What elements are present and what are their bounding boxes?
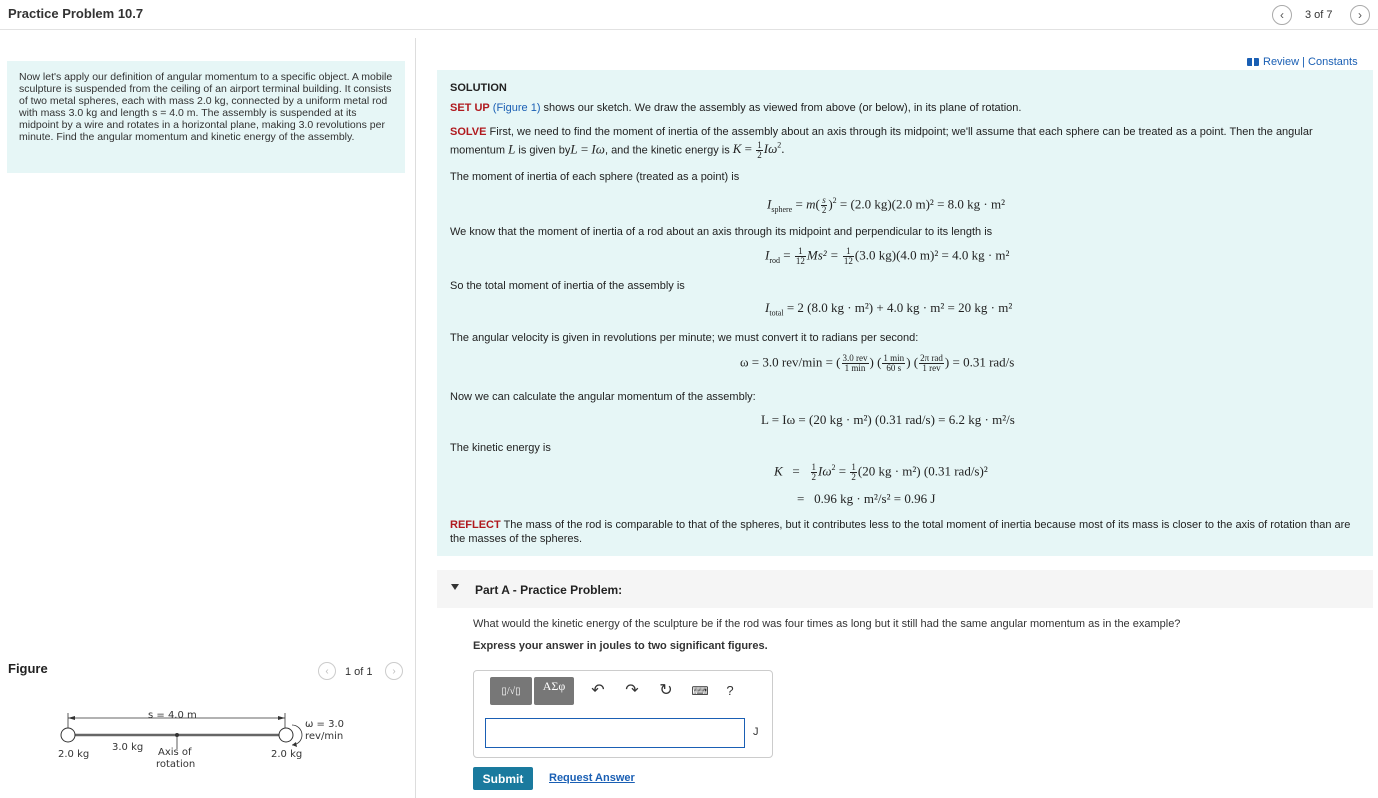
- left-mass-label: 2.0 kg: [58, 749, 90, 760]
- part-a-header[interactable]: [437, 570, 1373, 608]
- solution-heading: SOLUTION: [450, 82, 507, 94]
- total-intro: So the total moment of inertia of the assembly is: [450, 280, 685, 292]
- answer-unit: J: [753, 726, 759, 738]
- caret-down-icon[interactable]: [451, 584, 459, 590]
- solution-panel: [437, 70, 1373, 556]
- chevron-left-icon: ‹: [325, 665, 329, 677]
- reflect-tag: REFLECT: [450, 519, 501, 531]
- problem-statement: Now let's apply our definition of angular momentum to a specific object. A mobile sculpture is suspended from the ceiling of an airport terminal building. It consists of two metal spheres, each with mass 2.0 kg, connected by a uniform metal rod with mass 3.0 kg and length s = 4.0 m. The assembly is suspended at its midpoint by a wire and rotates in a horizontal plane, making 3.0 revolutions per minute. Find the angular momentum and kinetic energy of the assembly.: [7, 61, 405, 173]
- axis-label-line2: rotation: [156, 759, 196, 770]
- figure-previous-button[interactable]: [318, 662, 336, 680]
- setup-tag: SET UP: [450, 102, 490, 114]
- top-bar: [0, 0, 1378, 30]
- K-intro: The kinetic energy is: [450, 442, 551, 454]
- figure-next-button[interactable]: [385, 662, 403, 680]
- request-answer-link[interactable]: Request Answer: [549, 772, 635, 784]
- sphere-intro: The moment of inertia of each sphere (treated as a point) is: [450, 171, 740, 183]
- reset-icon[interactable]: ↻: [659, 682, 673, 699]
- redo-icon[interactable]: ↷: [625, 682, 639, 699]
- help-icon[interactable]: ?: [726, 683, 734, 698]
- part-a-title: Part A - Practice Problem:: [475, 583, 623, 597]
- omega-equation: ω = 3.0 rev/min = ( $\frac{\text{3.0 rev}}{1 \min}$ ) ( $\frac{1 \min}{60 s}$ ) ( $\frac{\text{2π rad}}{\text{1 rev}}$ ) = 0.31 rad/s: [740, 353, 1015, 373]
- omega-intro: The angular velocity is given in revolutions per minute; we must convert it to radians per second:: [450, 332, 919, 344]
- omega-label: ω = 3.0: [305, 719, 345, 730]
- solve-paragraph: SOLVE First, we need to find the moment of inertia of the assembly about an axis through its midpoint; we'll assume that each sphere can be treated as a point. Then the angular momentum L is given byL = Iω, and the kinetic energy is K = $\frac{1}{2}$ $I\omega^2$.: [450, 126, 1313, 160]
- chevron-left-icon: ‹: [1280, 8, 1284, 22]
- axis-point: [175, 733, 179, 737]
- K-equation-line1: K = $\frac{1}{2}$ $I\omega^2$ = $\frac{1}{2}$ (20 kg · m²) (0.31 rad/s)²: [774, 462, 988, 482]
- rod-equation: $I_{rod}$ = $\frac{1}{12}$ Ms² = $\frac{1}{12}$ (3.0 kg)(4.0 m)² = 4.0 kg · m²: [765, 246, 1010, 266]
- book-icon: [1247, 58, 1259, 66]
- templates-button[interactable]: [490, 677, 532, 705]
- previous-problem-button[interactable]: [1272, 5, 1292, 25]
- solve-tag: SOLVE: [450, 126, 487, 138]
- rod-intro: We know that the moment of inertia of a rod about an axis through its midpoint and perpendicular to its length is: [450, 226, 993, 238]
- review-constants-label: Review | Constants: [1263, 56, 1358, 68]
- undo-icon[interactable]: ↶: [591, 682, 605, 699]
- sphere-equation: $I_{sphere} = m$( $\frac{s}{2}$ )$^2$ = (2.0 kg)(2.0 m)² = 8.0 kg · m²: [767, 195, 1005, 215]
- right-sphere: [279, 728, 293, 742]
- review-constants-link[interactable]: [1247, 56, 1358, 68]
- solve-text: First, we need to find the moment of inertia of the assembly about an axis through its midpoint; we'll assume that each sphere can be treated as a point. Then the angular: [486, 126, 1313, 138]
- figure-label: Figure: [8, 661, 48, 676]
- answer-panel: [473, 670, 773, 758]
- part-a-question: What would the kinetic energy of the sculpture be if the rod was four times as long but it still had the same angular momentum as in the example?: [473, 618, 1181, 630]
- page-counter: 3 of 7: [1305, 9, 1333, 21]
- solve-text-2b: is given by: [515, 144, 571, 157]
- submit-button[interactable]: Submit: [473, 767, 533, 790]
- left-sphere: [61, 728, 75, 742]
- L-intro: Now we can calculate the angular momentum of the assembly:: [450, 391, 756, 403]
- answer-input[interactable]: [485, 718, 745, 748]
- L-equation: L = Iω = (20 kg · m²) (0.31 rad/s) = 6.2 kg · m²/s: [761, 412, 1015, 427]
- axis-label: Axis of: [158, 747, 192, 758]
- reflect-text: The mass of the rod is comparable to that of the spheres, but it contributes less to the total moment of inertia because most of its mass is closer to the axis of rotation than are the masses of the spheres.: [450, 519, 1351, 545]
- omega-units-label: rev/min: [305, 731, 344, 742]
- templates-icon: ▯/√▯: [501, 685, 521, 697]
- figure-diagram: [40, 703, 370, 783]
- setup-paragraph: [450, 101, 1021, 115]
- length-label: s = 4.0 m: [148, 710, 197, 721]
- figure-counter: 1 of 1: [345, 666, 373, 678]
- symbols-label: ΑΣφ: [542, 679, 566, 693]
- solve-text-2c: , and the kinetic energy is: [604, 144, 733, 157]
- chevron-right-icon: ›: [392, 665, 396, 677]
- part-a-instruction: Express your answer in joules to two significant figures.: [473, 640, 768, 652]
- solve-text-2a: momentum: [450, 144, 509, 157]
- problem-panel: [0, 38, 416, 798]
- rod-mass-label: 3.0 kg: [112, 742, 144, 753]
- figure-link[interactable]: (Figure 1): [492, 102, 541, 114]
- symbols-button[interactable]: [534, 677, 574, 705]
- chevron-right-icon: ›: [1358, 8, 1362, 22]
- total-equation: $I_{total} = 2$ (8.0 kg · m²) + 4.0 kg · m² = 20 kg · m²: [765, 300, 1013, 318]
- right-mass-label: 2.0 kg: [271, 749, 303, 760]
- setup-text: shows our sketch. We draw the assembly as viewed from above (or below), in its plane of rotation.: [540, 102, 1022, 114]
- keyboard-icon[interactable]: ⌨: [691, 684, 709, 698]
- reflect-paragraph: [450, 518, 1360, 546]
- problem-title: Practice Problem 10.7: [8, 6, 144, 21]
- K-equation-line2: = 0.96 kg · m²/s² = 0.96 J: [797, 491, 936, 506]
- next-problem-button[interactable]: [1350, 5, 1370, 25]
